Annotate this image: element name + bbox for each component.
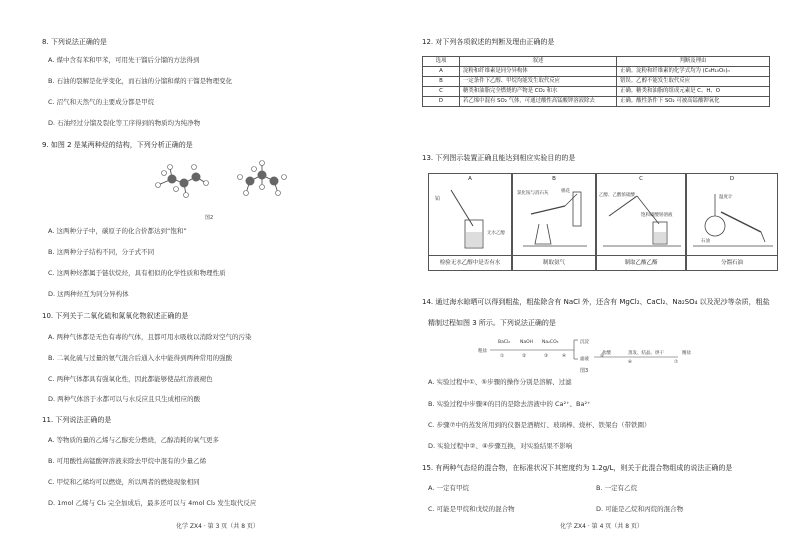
- q13-box-d-caption: 分馏石油: [687, 255, 777, 270]
- q13-box-d-letter: D: [729, 176, 735, 182]
- q12-row-c-statement: 糖类和油脂完全燃烧的产物是 CO₂ 和水: [460, 87, 617, 97]
- q12-row-b-judgment: 错误。乙醇不能发生取代反应: [617, 77, 770, 87]
- q13-apparatus-a: [429, 184, 513, 258]
- q14-caption: 图3: [580, 368, 589, 374]
- q14-flow-start: 粗盐: [478, 349, 487, 354]
- q12-row-c: [423, 87, 770, 97]
- q12-row-b-letter: B: [423, 77, 460, 87]
- q12-row-a-statement: 淀粉和纤维素是同分异构体: [460, 67, 617, 77]
- q9-stem: 9. 如图 2 是某两种烃的结构，下列分析正确的是: [42, 141, 193, 149]
- q14-flow-step-5: ⑤: [600, 354, 605, 359]
- q14-option-c: C. 步骤⑦中的蒸发所用到的仪器是酒精灯、玻璃棒、烧杯、铁架台（带铁圈）: [428, 421, 651, 429]
- q14-flow-precipitate: 沉淀: [580, 340, 589, 345]
- q14-flow-step-3: ③: [544, 354, 549, 359]
- q15-option-d: D. 可能是乙烷和丙烷的混合物: [596, 505, 684, 513]
- q9-caption: 图2: [205, 215, 214, 221]
- q9-option-c: C. 这两种烃都属于链状烷烃，具有相似的化学性质和物理性质: [48, 269, 226, 277]
- q14-stem-line2: 精制过程如图 3 所示。下列说法正确的是: [428, 319, 556, 327]
- q13-box-b: [512, 173, 596, 271]
- q14-flow-step-2: ②: [522, 354, 527, 359]
- q14-flow-reagent-1: BaCl₂: [498, 340, 511, 345]
- q14-flow-end: 精盐: [682, 351, 691, 356]
- q13-box-a: [428, 173, 512, 271]
- q13-box-b-label1: 氯化铵与消石灰: [517, 191, 549, 196]
- q8-option-a: A. 煤中含有苯和甲苯，可用先干馏后分馏的方法得到: [48, 56, 200, 64]
- q14-flow-step-7: ⑦: [674, 360, 679, 365]
- q9-option-b: B. 这两种分子结构不同，分子式不同: [48, 248, 155, 256]
- page-4-footer: 化学 ZX4 · 第 4 页（共 8 页）: [560, 523, 643, 530]
- q9-option-d: D. 这两种烃互为同分异构体: [48, 290, 129, 298]
- q15-stem: 15. 有两种气态烃的混合物，在标准状况下其密度约为 1.2g/L，则关于此混合物组成的说法正确的是: [422, 464, 733, 472]
- q15-option-b: B. 一定有乙烷: [596, 484, 638, 492]
- q8-option-b: B. 石油的裂解是化学变化，而石油的分馏和煤的干馏是物理变化: [48, 77, 233, 85]
- q13-box-a-caption: 检验无水乙醇中是否有水: [429, 255, 511, 270]
- q12-row-b-statement: 一定条件下乙醇、甲烷均能发生取代反应: [460, 77, 617, 87]
- q12-header-statement: 叙述: [460, 57, 617, 67]
- q9-molecule-figure: [150, 155, 300, 210]
- q12-row-d-letter: D: [423, 97, 460, 107]
- q8-option-c: C. 沼气和天然气的主要成分都是甲烷: [48, 98, 155, 106]
- q14-flow-reagent-3: Na₂CO₃: [542, 340, 559, 345]
- q10-stem: 10. 下列关于二氧化硫和氮氧化物叙述正确的是: [42, 312, 189, 320]
- q12-row-d: [423, 97, 770, 107]
- q10-option-a: A. 两种气体都是无色有毒的气体，且都可用水吸收以消除对空气的污染: [48, 333, 252, 341]
- q13-apparatus-b: [513, 184, 597, 258]
- q13-stem: 13. 下列图示装置正确且能达到相应实验目的的是: [422, 154, 576, 162]
- q12-table: [422, 56, 770, 107]
- q14-option-b: B. 实验过程中步骤④的目的是除去溶液中的 Ca²⁺、Ba²⁺: [428, 400, 591, 408]
- q13-box-d: [686, 173, 778, 271]
- q14-flow-step-4: ④: [562, 354, 567, 359]
- q8-stem: 8. 下列说法正确的是: [42, 38, 107, 46]
- q14-flow-filtrate: 滤液: [580, 357, 589, 362]
- q11-stem: 11. 下列说法正确的是: [42, 416, 112, 424]
- q13-box-b-letter: B: [552, 176, 556, 182]
- q12-header-option: 选项: [423, 57, 460, 67]
- q13-box-c-caption: 制取乙酸乙酯: [597, 255, 685, 270]
- q8-option-d: D. 石油经过分馏及裂化等工序得到的物质均为纯净物: [48, 119, 201, 127]
- q14-stem-line1: 14. 通过海水晾晒可以得到粗盐，粗盐除含有 NaCl 外，还含有 MgCl₂、CaCl₂、Na₂SO₄ 以及泥沙等杂质，粗盐: [422, 298, 770, 306]
- q13-box-d-label1: 温度计: [719, 195, 733, 200]
- q11-option-d: D. 1mol 乙烯与 Cl₂ 完全加成后，最多还可以与 4mol Cl₂ 发生取代反应: [48, 499, 257, 507]
- q13-box-b-label2: 棉花: [561, 189, 570, 194]
- q12-row-a-judgment: 正确。淀粉和纤维素的化学式均为 (C₆H₁₀O₅)ₙ: [617, 67, 770, 77]
- q10-option-d: D. 两种气体溶于水都可以与水反应且只生成相应的酸: [48, 395, 201, 403]
- q13-box-a-label2: 无水乙醇: [487, 231, 505, 236]
- page-4: [400, 0, 776, 544]
- q12-row-d-statement: 若乙烯中混有 SO₂ 气体，可通过酸性高锰酸钾溶液除去: [460, 97, 617, 107]
- q14-option-d: D. 实验过程中②、④步骤互换，对实验结果不影响: [428, 442, 573, 450]
- q13-box-c-label1: 乙醇、乙酸浓硫酸: [599, 193, 635, 198]
- q13-box-c: [596, 173, 686, 271]
- q14-flow-hcl: 盐酸: [602, 351, 611, 356]
- q10-option-c: C. 两种气体都具有强氧化性，因此都能够使品红溶液褪色: [48, 375, 213, 383]
- q11-option-b: B. 可用酸性高锰酸钾溶液来除去甲烷中混有的少量乙烯: [48, 457, 207, 465]
- q12-stem: 12. 对下列各项叙述的判断及理由正确的是: [422, 38, 555, 46]
- q14-flow-step6-text: 蒸发、结晶、烘干: [628, 351, 664, 356]
- q13-box-c-label2: 饱和碳酸钠溶液: [641, 213, 673, 218]
- q14-flow-diagram: [478, 335, 728, 365]
- q11-option-a: A. 等物质的量的乙烯与乙醇充分燃烧，乙醇消耗的氧气更多: [48, 436, 219, 444]
- q12-row-c-letter: C: [423, 87, 460, 97]
- q13-box-b-caption: 制取氨气: [513, 255, 595, 270]
- q12-row-b: [423, 77, 770, 87]
- q12-row-d-judgment: 正确。酸性条件下 SO₂ 可被高锰酸钾氧化: [617, 97, 770, 107]
- q13-box-d-label2: 石油: [701, 239, 710, 244]
- q14-flow-step-6: ⑥: [628, 360, 633, 365]
- q12-row-a-letter: A: [423, 67, 460, 77]
- q13-apparatus-d: [687, 184, 779, 258]
- page-3: [0, 0, 376, 544]
- q12-row-c-judgment: 正确。糖类和油脂的组成元素是 C、H、O: [617, 87, 770, 97]
- page-3-footer: 化学 ZX4 · 第 3 页（共 8 页）: [176, 523, 259, 530]
- q9-option-a: A. 这两种分子中，碳原子的化合价都达到“饱和”: [48, 227, 187, 235]
- q13-box-a-label1: 铂: [435, 196, 441, 202]
- q12-table-header: [423, 57, 770, 67]
- q12-header-judgment: 判断及理由: [617, 57, 770, 67]
- q13-box-a-letter: A: [468, 176, 472, 182]
- q14-flow-step-1: ①: [500, 354, 505, 359]
- q14-option-a: A. 实验过程中①、⑤步骤的操作分别是溶解、过滤: [428, 378, 572, 386]
- q15-option-c: C. 可能是甲烷和戊烷的混合物: [428, 505, 515, 513]
- q13-apparatus-c: [597, 184, 687, 258]
- q15-option-a: A. 一定有甲烷: [428, 484, 469, 492]
- q10-option-b: B. 二氧化硫与过量的氨气混合后通入水中能得到两种常用的强酸: [48, 354, 233, 362]
- q11-option-c: C. 甲烷和乙烯均可以燃烧，所以两者的燃烧现象相同: [48, 478, 200, 486]
- q14-flow-reagent-2: NaOH: [520, 340, 534, 345]
- q12-row-a: [423, 67, 770, 77]
- q13-box-c-letter: C: [639, 176, 643, 182]
